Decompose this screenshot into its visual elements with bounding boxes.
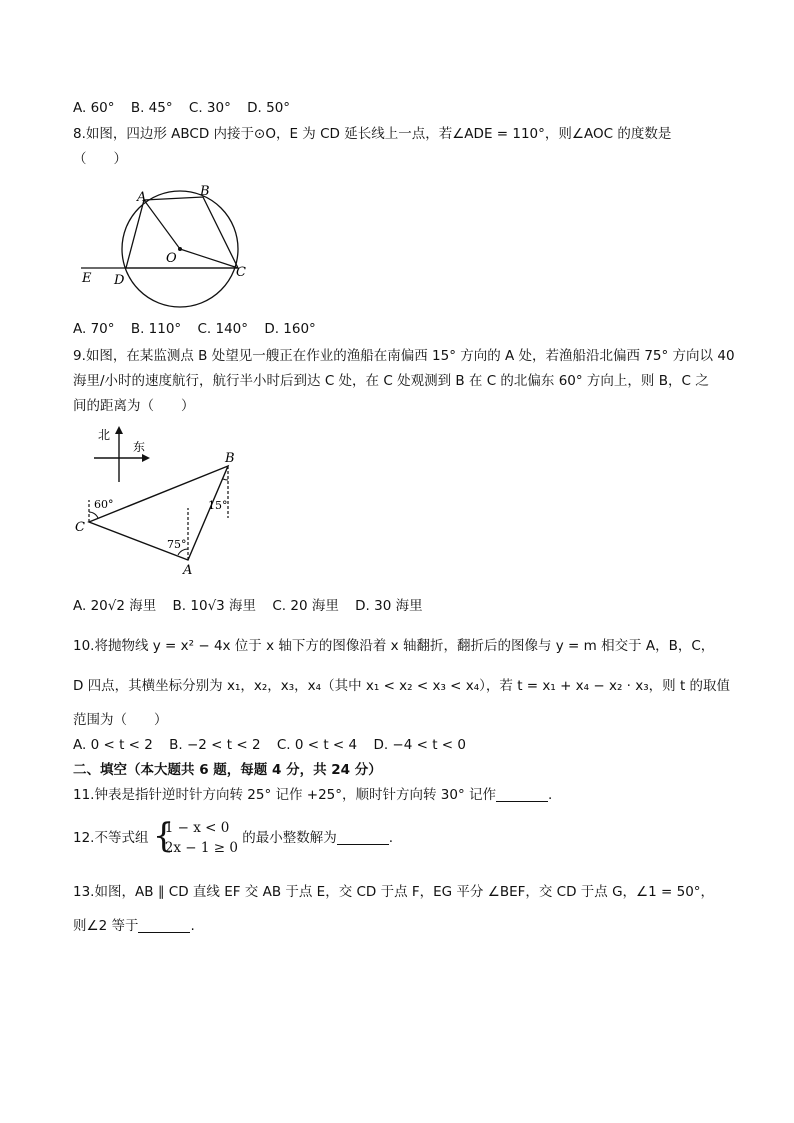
- q12-row1: 1 − x < 0: [164, 820, 230, 836]
- section-2-title: 二、填空（本大题共 6 题，每题 4 分，共 24 分）: [73, 762, 382, 778]
- q9-north-label: 北: [98, 428, 111, 442]
- q13-line2-text: 则∠2 等于: [73, 918, 139, 934]
- q12-inequality-system: [153, 818, 238, 858]
- q12-line: [73, 816, 393, 860]
- q12-suffix: 的最小整数解为: [242, 830, 337, 846]
- q13-end: .: [190, 918, 195, 934]
- q9-stem-line2: 海里/小时的速度航行，航行半小时后到达 C 处，在 C 处观测到 B 在 C 的北偏东 60° 方向上，则 B，C 之: [73, 373, 709, 389]
- q10-option-c: C. 0 < t < 4: [276, 737, 358, 753]
- q9-label-a: A: [183, 563, 193, 577]
- q8-label-a: A: [137, 190, 147, 205]
- q8-circle-figure: [76, 180, 256, 315]
- q7-option-b: B. 45°: [130, 100, 173, 116]
- q9-angle-60: 60°: [94, 498, 114, 511]
- q8-option-b: B. 110°: [130, 321, 182, 337]
- q11-line: [73, 785, 552, 805]
- q9-stem-line1: 9.如图，在某监测点 B 处望见一艘正在作业的渔船在南偏西 15° 方向的 A 处，若渔船沿北偏西 75° 方向以 40: [73, 348, 735, 364]
- q8-label-b: B: [200, 184, 210, 199]
- q9-east-label: 东: [133, 440, 146, 454]
- q8-label-c: C: [236, 265, 246, 280]
- q9-option-d: D. 30 海里: [355, 598, 423, 614]
- q8-label-d: D: [114, 273, 125, 288]
- q11-end: .: [548, 787, 553, 803]
- q12-row2: 2x − 1 ≥ 0: [164, 840, 238, 856]
- q7-option-d: D. 50°: [247, 100, 291, 116]
- q10-option-b: B. −2 < t < 2: [169, 737, 261, 753]
- q9-angle-15: 15°: [208, 499, 228, 512]
- q9-angle-75: 75°: [167, 538, 187, 551]
- q9-stem-line3: 间的距离为（ ）: [73, 398, 195, 414]
- q8-option-a: A. 70°: [73, 321, 115, 337]
- q7-option-c: C. 30°: [188, 100, 231, 116]
- q8-option-c: C. 140°: [197, 321, 249, 337]
- q11-text: 11.钟表是指针逆时针方向转 25° 记作 +25°，顺时针方向转 30° 记作: [73, 787, 497, 803]
- q7-options: [73, 98, 302, 118]
- q9-label-b: B: [225, 451, 235, 466]
- q10-stem-line2: D 四点，其横坐标分别为 x₁，x₂，x₃，x₄（其中 x₁ < x₂ < x₃ < x₄），若 t = x₁ + x₄ − x₂ · x₃，则 t 的取值: [73, 678, 731, 694]
- q10-stem-line1: 10.将抛物线 y = x² − 4x 位于 x 轴下方的图像沿着 x 轴翻折，翻折后的图像与 y = m 相交于 A，B，C，: [73, 638, 715, 654]
- q13-stem-line1: 13.如图，AB ∥ CD 直线 EF 交 AB 于点 E，交 CD 于点 F，EG 平分 ∠BEF，交 CD 于点 G，∠1 = 50°，: [73, 884, 715, 900]
- q13-answer-blank[interactable]: [138, 918, 190, 933]
- q12-end: .: [388, 830, 394, 846]
- q8-stem-line1: 8.如图，四边形 ABCD 内接于⊙O，E 为 CD 延长线上一点，若∠ADE = 110°，则∠AOC 的度数是: [73, 126, 672, 142]
- q8-stem-line2: （ ）: [73, 151, 127, 167]
- q9-option-a: A. 20√2 海里: [73, 598, 157, 614]
- q10-option-d: D. −4 < t < 0: [373, 737, 466, 753]
- q13-stem-line2: [73, 916, 195, 936]
- q11-answer-blank[interactable]: [496, 787, 548, 802]
- q8-label-o: O: [166, 251, 177, 266]
- q8-option-d: D. 160°: [264, 321, 316, 337]
- q7-option-a: A. 60°: [73, 100, 115, 116]
- q9-option-b: B. 10√3 海里: [172, 598, 257, 614]
- q9-label-c: C: [75, 520, 85, 535]
- q12-prefix: 12.不等式组: [73, 830, 149, 846]
- q8-options: [73, 319, 328, 339]
- q10-option-a: A. 0 < t < 2: [73, 737, 153, 753]
- q9-option-c: C. 20 海里: [272, 598, 339, 614]
- q10-options: [73, 735, 478, 755]
- q12-answer-blank[interactable]: [337, 830, 389, 845]
- q12-brace: {: [152, 816, 175, 856]
- q9-navigation-figure: [72, 422, 252, 577]
- q8-label-e: E: [82, 271, 92, 286]
- q9-options: [73, 596, 435, 616]
- q10-stem-line3: 范围为（ ）: [73, 712, 168, 728]
